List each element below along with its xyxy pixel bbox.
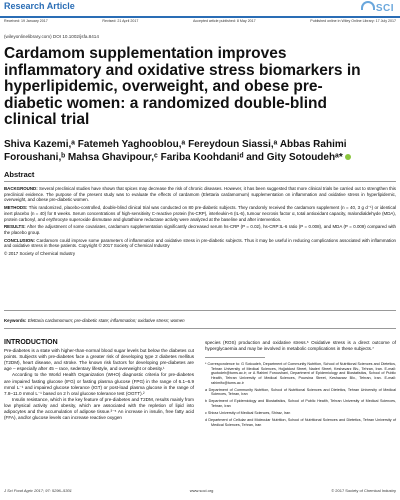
abstract-conclusion (4, 238, 396, 249)
abstract-copyright: © 2017 Society of Chemical Industry (4, 251, 76, 257)
published-date: Published online in Wiley Online Library: 17 July 2017 (310, 19, 396, 23)
keywords-label: Keywords: (4, 318, 27, 323)
footnote-affiliation: c Shiraz University of Medical Sciences, Shiraz, Iran (205, 411, 291, 416)
keywords-top-rule (4, 310, 396, 311)
footer-journal: J Sci Food Agric 2017; 97: 5296–5301 (4, 488, 72, 493)
introduction-paragraph: According to the World Health Organization (WHO) diagnostic criteria for pre-diabetes are impaired fasting glucose (IFG) or fasting plasma glucose (FPG) in the range of 6.1–6.9 mmol L⁻¹ and impaired glucose tolerance (IGT) or post-load plasma glucose in the range of 7.8–11.0 mmol L⁻¹ based on 2 h oral glucose tolerance test (OGTT).² (4, 372, 194, 396)
abstract-background (4, 186, 396, 203)
results-label: RESULTS: (4, 224, 26, 230)
introduction-column (4, 340, 194, 421)
footnote-rule (205, 357, 265, 358)
keywords (4, 318, 396, 324)
footnote-affiliation: d Department of Cellular and Molecular Nutrition, School of Nutritional Sciences and Dietetics, Tehran University of Medical Sciences, Tehran, Iran (205, 418, 396, 427)
abstract-heading: Abstract (4, 170, 35, 179)
keywords-bottom-rule (4, 328, 396, 329)
right-column-text: species (ROS) production and oxidative stress.⁶ Oxidative stress is a direct outcome of hyperglycaemia and may be involved in metabolic complications in these subjects.⁷ (205, 340, 396, 352)
background-text: Several preclinical studies have shown that spices may decrease the risk of chronic diseases. However, it has been suggested that more clinical trials be carried out to strengthen this preclinical evidence. The purpose of the present study was to evaluate the effects of cardamom (Elettaria cardamomum) supplementation on inflammation and oxidative stress in hyperlipidemic, overweight, and obese pre-diabetic women. (4, 186, 396, 203)
methods-label: METHODS: (4, 205, 28, 211)
revised-date: Revised: 21 April 2017 (102, 19, 139, 23)
conclusion-text: Cardamom could improve some parameters of inflammation and oxidative stress in pre-diabetic subjects. Thus it may be useful in reducing complications associated with inflammation and oxidative stress in these patients. Copyright © 2017 Society of Chemical Industry (4, 237, 396, 249)
conclusion-label: CONCLUSION: (4, 237, 35, 243)
received-date: Received: 19 January 2017 (4, 19, 48, 23)
author-names: Shiva Kazemi,ᵃ Fatemeh Yaghooblou,ᵃ Fereydoun Siassi,ᵃ Abbas Rahimi Foroushani,ᵇ Mahsa Ghavipour,ᶜ Fariba Koohdaniᵈ and Gity Sotoudehᵃ* (4, 139, 347, 163)
introduction-paragraph: Insulin resistance, which is the key feature of pre-diabetes and T2DM, results mainly from low physical activity and obesity, which are associated with the repletion of lipid into adipocytes and the accumulation of adipose tissue.³⁻⁵ An increase in insulin, free fatty acid (FFA), and/or glucose levels can increase reactive oxygen (4, 396, 194, 421)
orcid-icon[interactable] (345, 154, 351, 160)
footnote-affiliation: b Department of Epidemiology and Biostatistics, School of Public Health, Tehran University of Medical Sciences, Tehran, Iran (205, 399, 396, 408)
footnote-affiliation: a Department of Community Nutrition, School of Nutritional Sciences and Dietetics, Tehran University of Medical Sciences, Tehran, Iran (205, 387, 396, 397)
accepted-date: Accepted article published: 8 May 2017 (192, 19, 256, 23)
sci-logo-arc-icon (361, 1, 375, 10)
publication-dates (4, 16, 396, 26)
article-title: Cardamom supplementation improves inflammatory and oxidative stress biomarkers in hyperlipidemic, overweight, and obese pre-diabetic women: a randomized double-blind clinical trial (4, 45, 361, 128)
section-label: Research Article (4, 1, 75, 11)
footnote-correspondence: * Correspondence to: G Sotoudeh, Department of Community Nutrition, School of Nutritional Sciences and Dietetics, Tehran University of Medical Sciences, Hojjatdost Street, Naderi Street, Keshavarz Blv., Tehran, Iran. E-mail: gsotodeh@tums.ac.ir; or A Rahimi Foroushani, Department of Epidemiology and Biostatistics, School of Public Health, Tehran University of Medical Sciences, Poursina Street, Keshavarz Blv., Tehran, Iran. E-mail: rahimifo@tums.ac.ir (205, 362, 396, 385)
abstract-methods (4, 205, 396, 222)
footer-site[interactable]: www.soci.org (189, 488, 214, 493)
footnotes (205, 362, 396, 427)
right-column (205, 340, 396, 430)
doi-line[interactable]: (wileyonlinelibrary.com) DOI 10.1002/jsfa.8414 (4, 34, 99, 39)
side-page-number (0, 420, 10, 460)
introduction-heading: INTRODUCTION (4, 339, 58, 346)
sci-logo (361, 0, 394, 15)
keywords-text: Elettaria cardamomum; pre-diabetic state; inflammation; oxidative stress; women (27, 318, 185, 323)
sci-logo-text: SCI (375, 3, 394, 14)
abstract-results (4, 224, 396, 235)
background-label: BACKGROUND: (4, 186, 38, 191)
abstract-top-rule (4, 181, 396, 182)
methods-text: This randomized, placebo-controlled, double-blind clinical trial was conducted on 80 pre-diabetic subjects. They randomly received the cardamom supplement (n = 40, 3 g d⁻¹) or identical inert placebo (n = 40) for 8 weeks. Serum concentrations of high-sensitivity C-reactive protein (hs-CRP), interleukin-6 (IL-6), tumour necrosis factor α, total antioxidant capacity, malondialdehyde (MDA), protein carbonyl, and erythrocyte superoxide dismutase and glutathione reductase activity were analyzed at the baseline and after intervention. (4, 205, 396, 222)
introduction-paragraph: Pre-diabetes is a state with higher-than-normal blood sugar levels but below the diabetes cut points. Subjects with pre-diabetes face a greater risk of developing type 2 diabetes mellitus (T2DM), heart disease, and stroke. The known risk factors for developing pre-diabetes are age – especially after 45 – race, sedentary lifestyle, and overweight or obesity.¹ (4, 348, 194, 372)
author-list (4, 138, 396, 164)
results-text: After the adjustment of some covariates, cardamom supplementation significantly decreased serum hs-CRP (P = 0.02), hs-CRP:IL-6 ratio (P = 0.008), and MDA (P = 0.009) compared with the placebo group. (4, 224, 396, 235)
footer-copyright: © 2017 Society of Chemical Industry (331, 488, 396, 493)
page-footer (4, 488, 396, 493)
abstract-body (4, 186, 396, 259)
